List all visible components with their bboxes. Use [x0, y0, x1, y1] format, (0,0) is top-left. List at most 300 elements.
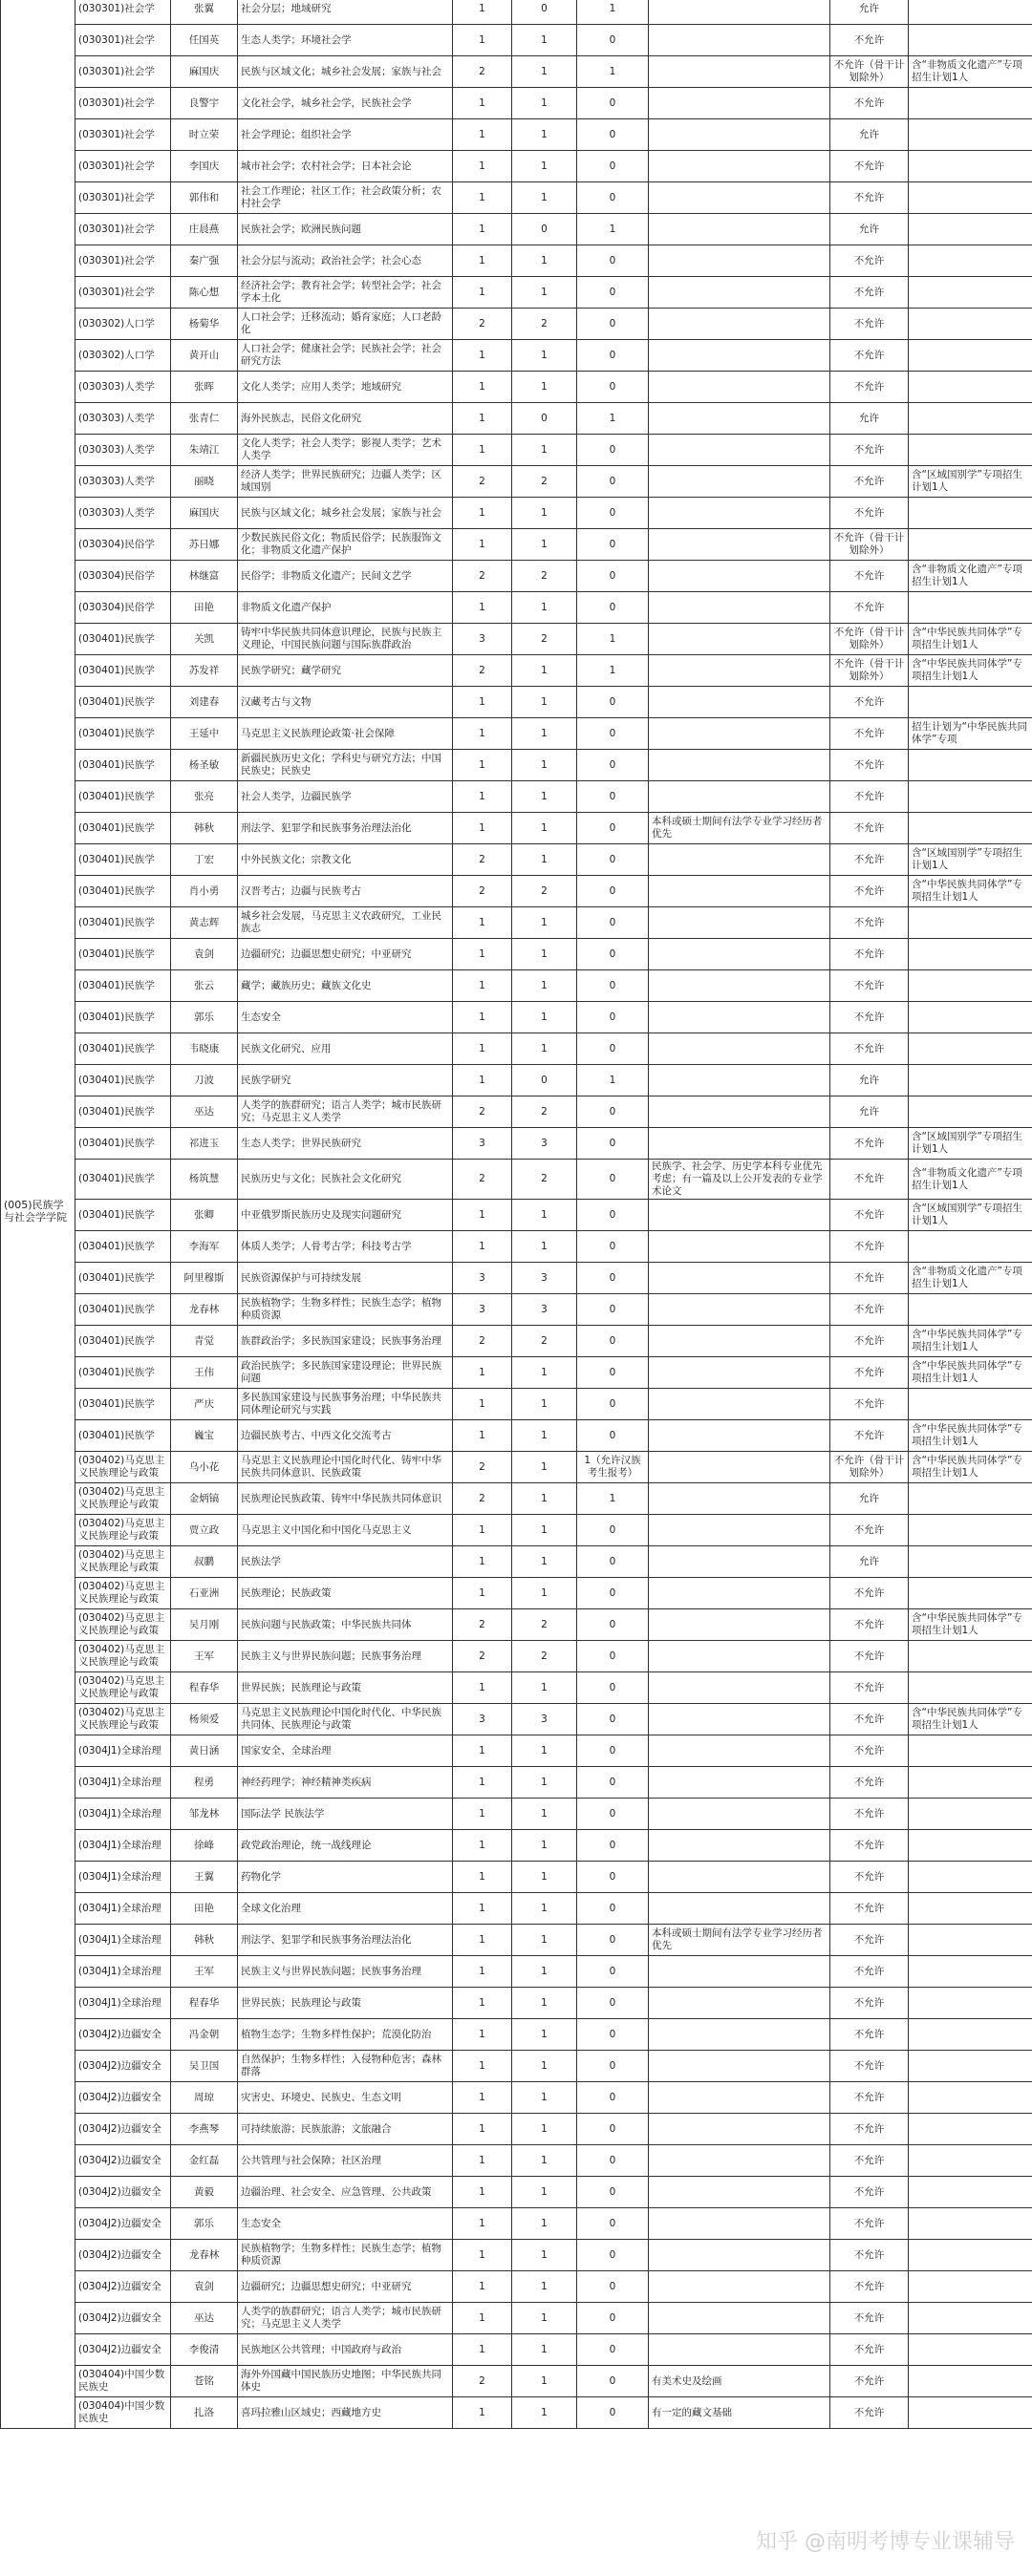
table-row [1, 1033, 1032, 1065]
regular-quota-cell: 1 [512, 1357, 577, 1389]
other-quota-cell: 0 [577, 2271, 649, 2303]
tutor-cell: 关凯 [171, 624, 238, 655]
total-quota-cell: 1 [453, 687, 512, 718]
major-cell: (0304J2)边疆安全 [75, 2208, 171, 2240]
other-quota-cell: 0 [577, 1200, 649, 1231]
table-row [1, 466, 1032, 498]
major-cell: (0304J2)边疆安全 [75, 2145, 171, 2177]
table-row [1, 1609, 1032, 1641]
cross-major-cell: 不允许 [830, 1231, 909, 1263]
special-plan-cell [909, 687, 1032, 718]
other-quota-cell: 0 [577, 2177, 649, 2208]
table-row [1, 1002, 1032, 1033]
major-cell: (030401)民族学 [75, 844, 171, 876]
major-cell: (030401)民族学 [75, 1263, 171, 1294]
major-cell: (030304)民俗学 [75, 561, 171, 592]
cross-major-cell: 允许 [830, 214, 909, 245]
remarks-cell [649, 466, 830, 498]
tutor-cell: 李俊清 [171, 2334, 238, 2366]
major-cell: (030401)民族学 [75, 1389, 171, 1420]
major-cell: (030402)马克思主义民族理论与政策 [75, 1483, 171, 1515]
other-quota-cell: 0 [577, 1578, 649, 1609]
table-row [1, 529, 1032, 561]
special-plan-cell [909, 2334, 1032, 2366]
major-cell: (0304J1)全球治理 [75, 1988, 171, 2019]
table-row [1, 1735, 1032, 1767]
total-quota-cell: 2 [453, 1326, 512, 1357]
regular-quota-cell: 1 [512, 1033, 577, 1065]
major-cell: (0304J2)边疆安全 [75, 2082, 171, 2114]
remarks-cell [649, 2145, 830, 2177]
total-quota-cell: 1 [453, 1065, 512, 1096]
remarks-cell [649, 1200, 830, 1231]
other-quota-cell: 0 [577, 2334, 649, 2366]
total-quota-cell: 1 [453, 1002, 512, 1033]
special-plan-cell [909, 372, 1032, 403]
tutor-cell: 肖小勇 [171, 876, 238, 907]
regular-quota-cell: 1 [512, 718, 577, 750]
total-quota-cell: 1 [453, 1799, 512, 1830]
regular-quota-cell: 1 [512, 1925, 577, 1956]
research-direction-cell: 马克思主义民族理论中国化时代化、中华民族共同体、民族理论与政策 [238, 1704, 453, 1735]
cross-major-cell: 允许 [830, 403, 909, 435]
research-direction-cell: 民族问题与民族政策；中华民族共同体 [238, 1609, 453, 1641]
special-plan-cell [909, 1767, 1032, 1799]
total-quota-cell: 1 [453, 1389, 512, 1420]
major-cell: (0304J2)边疆安全 [75, 2334, 171, 2366]
table-row [1, 876, 1032, 907]
special-plan-cell [909, 245, 1032, 277]
major-cell: (030301)社会学 [75, 182, 171, 214]
special-plan-cell [909, 2366, 1032, 2397]
regular-quota-cell: 1 [512, 1830, 577, 1862]
regular-quota-cell: 0 [512, 0, 577, 25]
cross-major-cell: 不允许 [830, 1515, 909, 1546]
other-quota-cell: 0 [577, 1609, 649, 1641]
research-direction-cell: 族群政治学；多民族国家建设；民族事务治理 [238, 1326, 453, 1357]
other-quota-cell: 0 [577, 466, 649, 498]
special-plan-cell: 含“区域国别学”专项招生计划1人 [909, 1128, 1032, 1160]
total-quota-cell: 1 [453, 2177, 512, 2208]
research-direction-cell: 经济人类学；世界民族研究；边疆人类学；区域国别 [238, 466, 453, 498]
research-direction-cell: 生态安全 [238, 2208, 453, 2240]
other-quota-cell: 0 [577, 372, 649, 403]
research-direction-cell: 铸牢中华民族共同体意识理论，民族与民族主义理论，中国民族问题与国际族群政治 [238, 624, 453, 655]
research-direction-cell: 国际法学 民族法学 [238, 1799, 453, 1830]
research-direction-cell: 民族学研究 [238, 1065, 453, 1096]
total-quota-cell: 1 [453, 1672, 512, 1704]
major-cell: (0304J1)全球治理 [75, 1862, 171, 1893]
remarks-cell [649, 1672, 830, 1704]
remarks-cell [649, 1767, 830, 1799]
remarks-cell [649, 1326, 830, 1357]
research-direction-cell: 民族学研究；藏学研究 [238, 655, 453, 687]
remarks-cell [649, 1263, 830, 1294]
major-cell: (030404)中国少数民族史 [75, 2366, 171, 2397]
tutor-cell: 苍铭 [171, 2366, 238, 2397]
total-quota-cell: 1 [453, 1767, 512, 1799]
special-plan-cell: 含“非物质文化遗产”专项招生计划1人 [909, 1263, 1032, 1294]
tutor-cell: 乌小花 [171, 1452, 238, 1483]
cross-major-cell: 允许 [830, 0, 909, 25]
remarks-cell [649, 1452, 830, 1483]
table-row [1, 844, 1032, 876]
tutor-cell: 田艳 [171, 592, 238, 624]
cross-major-cell: 不允许 [830, 687, 909, 718]
regular-quota-cell: 1 [512, 1862, 577, 1893]
total-quota-cell: 2 [453, 1160, 512, 1200]
cross-major-cell: 不允许 [830, 970, 909, 1002]
other-quota-cell: 0 [577, 119, 649, 151]
regular-quota-cell: 1 [512, 1988, 577, 2019]
tutor-cell: 青觉 [171, 1326, 238, 1357]
total-quota-cell: 2 [453, 1096, 512, 1128]
table-row [1, 1641, 1032, 1672]
remarks-cell: 民族学、社会学、历史学本科专业优先考虑；有一篇及以上公开发表的专业学术论文 [649, 1160, 830, 1200]
remarks-cell [649, 1389, 830, 1420]
cross-major-cell: 允许 [830, 1096, 909, 1128]
total-quota-cell: 1 [453, 435, 512, 466]
research-direction-cell: 民族地区公共管理；中国政府与政治 [238, 2334, 453, 2366]
remarks-cell [649, 844, 830, 876]
cross-major-cell: 不允许（骨干计划除外） [830, 529, 909, 561]
tutor-cell: 黄日涵 [171, 1735, 238, 1767]
major-cell: (0304J2)边疆安全 [75, 2051, 171, 2082]
total-quota-cell: 1 [453, 2208, 512, 2240]
special-plan-cell: 含“中华民族共同体学”专项招生计划1人 [909, 1420, 1032, 1452]
total-quota-cell: 2 [453, 1641, 512, 1672]
other-quota-cell: 0 [577, 1925, 649, 1956]
research-direction-cell: 生态人类学；环境社会学 [238, 25, 453, 56]
major-cell: (0304J1)全球治理 [75, 1767, 171, 1799]
special-plan-cell: 含“中华民族共同体学”专项招生计划1人 [909, 624, 1032, 655]
cross-major-cell: 不允许 [830, 1988, 909, 2019]
special-plan-cell [909, 750, 1032, 781]
research-direction-cell: 边疆研究；边疆思想史研究；中亚研究 [238, 2271, 453, 2303]
cross-major-cell: 不允许 [830, 592, 909, 624]
cross-major-cell: 不允许 [830, 88, 909, 119]
cross-major-cell: 不允许（骨干计划除外） [830, 56, 909, 88]
cross-major-cell: 不允许 [830, 372, 909, 403]
major-cell: (0304J1)全球治理 [75, 1830, 171, 1862]
tutor-cell: 扎洛 [171, 2397, 238, 2429]
tutor-cell: 程春华 [171, 1672, 238, 1704]
table-row [1, 2397, 1032, 2429]
remarks-cell [649, 2019, 830, 2051]
cross-major-cell: 不允许 [830, 844, 909, 876]
research-direction-cell: 刑法学、犯罪学和民族事务治理法治化 [238, 813, 453, 844]
research-direction-cell: 民族法学 [238, 1546, 453, 1578]
total-quota-cell: 2 [453, 466, 512, 498]
research-direction-cell: 汉藏考古与文物 [238, 687, 453, 718]
special-plan-cell: 招生计划为“中华民族共同体学”专项 [909, 718, 1032, 750]
total-quota-cell: 1 [453, 1925, 512, 1956]
other-quota-cell: 0 [577, 1160, 649, 1200]
major-cell: (030401)民族学 [75, 1326, 171, 1357]
special-plan-cell: 含“区域国别学”专项招生计划1人 [909, 466, 1032, 498]
remarks-cell [649, 2114, 830, 2145]
tutor-cell: 苏日娜 [171, 529, 238, 561]
special-plan-cell [909, 1389, 1032, 1420]
other-quota-cell: 0 [577, 1641, 649, 1672]
cross-major-cell: 不允许 [830, 309, 909, 340]
cross-major-cell: 不允许 [830, 2397, 909, 2429]
table-row [1, 1065, 1032, 1096]
total-quota-cell: 1 [453, 750, 512, 781]
major-cell: (0304J1)全球治理 [75, 1956, 171, 1988]
tutor-cell: 韩秋 [171, 1925, 238, 1956]
other-quota-cell: 1 [577, 1065, 649, 1096]
major-cell: (030401)民族学 [75, 939, 171, 970]
table-row [1, 592, 1032, 624]
table-row [1, 1799, 1032, 1830]
other-quota-cell: 1 [577, 0, 649, 25]
other-quota-cell: 0 [577, 1033, 649, 1065]
regular-quota-cell: 1 [512, 245, 577, 277]
remarks-cell [649, 1830, 830, 1862]
other-quota-cell: 0 [577, 1294, 649, 1326]
regular-quota-cell: 1 [512, 277, 577, 309]
cross-major-cell: 不允许 [830, 1263, 909, 1294]
regular-quota-cell: 1 [512, 88, 577, 119]
cross-major-cell: 允许 [830, 1065, 909, 1096]
total-quota-cell: 3 [453, 1128, 512, 1160]
research-direction-cell: 民族与区域文化；城乡社会发展；家族与社会 [238, 56, 453, 88]
table-row [1, 151, 1032, 182]
total-quota-cell: 1 [453, 151, 512, 182]
other-quota-cell: 0 [577, 245, 649, 277]
other-quota-cell: 0 [577, 25, 649, 56]
total-quota-cell: 2 [453, 56, 512, 88]
other-quota-cell: 0 [577, 1988, 649, 2019]
table-row [1, 403, 1032, 435]
total-quota-cell: 1 [453, 2145, 512, 2177]
total-quota-cell: 1 [453, 2334, 512, 2366]
total-quota-cell: 3 [453, 1704, 512, 1735]
research-direction-cell: 边疆研究；边疆思想史研究；中亚研究 [238, 939, 453, 970]
cross-major-cell: 不允许 [830, 498, 909, 529]
remarks-cell: 本科或硕士期间有法学专业学习经历者优先 [649, 813, 830, 844]
major-cell: (030402)马克思主义民族理论与政策 [75, 1546, 171, 1578]
table-row [1, 1956, 1032, 1988]
other-quota-cell: 0 [577, 1546, 649, 1578]
table-row [1, 2114, 1032, 2145]
table-row [1, 781, 1032, 813]
regular-quota-cell: 1 [512, 1483, 577, 1515]
major-cell: (030401)民族学 [75, 876, 171, 907]
table-row [1, 1357, 1032, 1389]
table-row [1, 624, 1032, 655]
tutor-cell: 吴月刚 [171, 1609, 238, 1641]
table-row [1, 1326, 1032, 1357]
special-plan-cell [909, 119, 1032, 151]
remarks-cell [649, 151, 830, 182]
tutor-cell: 黄毅 [171, 2177, 238, 2208]
watermark: 知乎 @南明考博专业课辅导 [756, 2530, 1015, 2554]
research-direction-cell: 社会分层与流动；政治社会学；社会心态 [238, 245, 453, 277]
total-quota-cell: 1 [453, 2114, 512, 2145]
remarks-cell [649, 718, 830, 750]
regular-quota-cell: 2 [512, 876, 577, 907]
regular-quota-cell: 2 [512, 624, 577, 655]
research-direction-cell: 中外民族文化；宗教文化 [238, 844, 453, 876]
table-row [1, 2145, 1032, 2177]
regular-quota-cell: 2 [512, 561, 577, 592]
special-plan-cell [909, 1735, 1032, 1767]
regular-quota-cell: 1 [512, 2208, 577, 2240]
major-cell: (0304J2)边疆安全 [75, 2303, 171, 2334]
remarks-cell [649, 56, 830, 88]
regular-quota-cell: 3 [512, 1294, 577, 1326]
tutor-cell: 张晖 [171, 372, 238, 403]
tutor-cell: 巫达 [171, 1096, 238, 1128]
major-cell: (0304J2)边疆安全 [75, 2114, 171, 2145]
remarks-cell [649, 1735, 830, 1767]
cross-major-cell: 不允许 [830, 1200, 909, 1231]
total-quota-cell: 1 [453, 781, 512, 813]
regular-quota-cell: 0 [512, 403, 577, 435]
major-cell: (030401)民族学 [75, 1096, 171, 1128]
major-cell: (030402)马克思主义民族理论与政策 [75, 1515, 171, 1546]
regular-quota-cell: 3 [512, 1704, 577, 1735]
total-quota-cell: 1 [453, 1033, 512, 1065]
other-quota-cell: 0 [577, 592, 649, 624]
cross-major-cell: 不允许 [830, 182, 909, 214]
cross-major-cell: 不允许 [830, 1704, 909, 1735]
special-plan-cell [909, 529, 1032, 561]
cross-major-cell: 不允许 [830, 25, 909, 56]
table-row [1, 1452, 1032, 1483]
special-plan-cell [909, 1065, 1032, 1096]
regular-quota-cell: 0 [512, 1065, 577, 1096]
cross-major-cell: 不允许 [830, 2366, 909, 2397]
other-quota-cell: 0 [577, 1096, 649, 1128]
research-direction-cell: 多民族国家建设与民族事务治理；中华民族共同体理论研究与实践 [238, 1389, 453, 1420]
cross-major-cell: 不允许 [830, 340, 909, 372]
total-quota-cell: 1 [453, 1956, 512, 1988]
cross-major-cell: 不允许 [830, 718, 909, 750]
remarks-cell [649, 750, 830, 781]
other-quota-cell: 0 [577, 1799, 649, 1830]
major-cell: (030401)民族学 [75, 907, 171, 939]
total-quota-cell: 1 [453, 1515, 512, 1546]
cross-major-cell: 不允许（骨干计划除外） [830, 655, 909, 687]
table-row [1, 1096, 1032, 1128]
remarks-cell [649, 0, 830, 25]
table-row [1, 1830, 1032, 1862]
cross-major-cell: 不允许 [830, 750, 909, 781]
cross-major-cell: 不允许 [830, 1578, 909, 1609]
research-direction-cell: 生态人类学；世界民族研究 [238, 1128, 453, 1160]
total-quota-cell: 1 [453, 372, 512, 403]
research-direction-cell: 民族理论；民族政策 [238, 1578, 453, 1609]
remarks-cell [649, 2177, 830, 2208]
total-quota-cell: 1 [453, 1357, 512, 1389]
tutor-cell: 巫达 [171, 2303, 238, 2334]
special-plan-cell: 含“非物质文化遗产”专项招生计划1人 [909, 561, 1032, 592]
regular-quota-cell: 2 [512, 466, 577, 498]
tutor-cell: 王军 [171, 1641, 238, 1672]
total-quota-cell: 2 [453, 1609, 512, 1641]
research-direction-cell: 灾害史、环境史、民族史、生态文明 [238, 2082, 453, 2114]
other-quota-cell: 0 [577, 1704, 649, 1735]
other-quota-cell: 0 [577, 309, 649, 340]
other-quota-cell: 0 [577, 1893, 649, 1925]
major-cell: (0304J1)全球治理 [75, 1893, 171, 1925]
tutor-cell: 李海军 [171, 1231, 238, 1263]
research-direction-cell: 民族主义与世界民族问题；民族事务治理 [238, 1641, 453, 1672]
tutor-cell: 丽晓 [171, 466, 238, 498]
remarks-cell [649, 687, 830, 718]
regular-quota-cell: 1 [512, 56, 577, 88]
research-direction-cell: 马克思主义民族理论中国化时代化、铸牢中华民族共同体意识、民族政策 [238, 1452, 453, 1483]
major-cell: (0304J1)全球治理 [75, 1925, 171, 1956]
major-cell: (030402)马克思主义民族理论与政策 [75, 1704, 171, 1735]
major-cell: (030302)人口学 [75, 309, 171, 340]
tutor-cell: 良警宇 [171, 88, 238, 119]
regular-quota-cell: 2 [512, 1641, 577, 1672]
special-plan-cell [909, 970, 1032, 1002]
total-quota-cell: 1 [453, 403, 512, 435]
regular-quota-cell: 1 [512, 655, 577, 687]
department-cell: (005)民族学与社会学学院 [1, 0, 75, 2429]
table-row [1, 1160, 1032, 1200]
other-quota-cell: 0 [577, 876, 649, 907]
research-direction-cell: 世界民族；民族理论与政策 [238, 1672, 453, 1704]
total-quota-cell: 1 [453, 2397, 512, 2429]
other-quota-cell: 1 [577, 214, 649, 245]
table-row [1, 2271, 1032, 2303]
cross-major-cell: 不允许 [830, 1326, 909, 1357]
research-direction-cell: 中亚俄罗斯民族历史及现实问题研究 [238, 1200, 453, 1231]
regular-quota-cell: 1 [512, 2271, 577, 2303]
tutor-cell: 祁进玉 [171, 1128, 238, 1160]
cross-major-cell: 不允许 [830, 151, 909, 182]
table-row [1, 1862, 1032, 1893]
table-row [1, 214, 1032, 245]
special-plan-cell [909, 1925, 1032, 1956]
research-direction-cell: 边疆民族考古、中西文化交流考古 [238, 1420, 453, 1452]
table-row [1, 1578, 1032, 1609]
total-quota-cell: 1 [453, 498, 512, 529]
cross-major-cell: 不允许 [830, 1160, 909, 1200]
other-quota-cell: 1 [577, 1483, 649, 1515]
table-row [1, 1893, 1032, 1925]
major-cell: (030401)民族学 [75, 1294, 171, 1326]
other-quota-cell: 0 [577, 2082, 649, 2114]
special-plan-cell [909, 2397, 1032, 2429]
total-quota-cell: 1 [453, 2240, 512, 2271]
table-row [1, 1988, 1032, 2019]
major-cell: (030302)人口学 [75, 340, 171, 372]
remarks-cell [649, 277, 830, 309]
special-plan-cell [909, 403, 1032, 435]
tutor-cell: 刘建春 [171, 687, 238, 718]
remarks-cell [649, 435, 830, 466]
cross-major-cell: 不允许 [830, 1925, 909, 1956]
tutor-cell: 李燕琴 [171, 2114, 238, 2145]
total-quota-cell: 1 [453, 182, 512, 214]
table-row [1, 2240, 1032, 2271]
cross-major-cell: 不允许 [830, 1735, 909, 1767]
other-quota-cell: 0 [577, 781, 649, 813]
research-direction-cell: 海外外国藏中国民族历史地图；中华民族共同体史 [238, 2366, 453, 2397]
table-row [1, 2366, 1032, 2397]
total-quota-cell: 1 [453, 88, 512, 119]
total-quota-cell: 2 [453, 655, 512, 687]
remarks-cell [649, 1420, 830, 1452]
special-plan-cell [909, 214, 1032, 245]
